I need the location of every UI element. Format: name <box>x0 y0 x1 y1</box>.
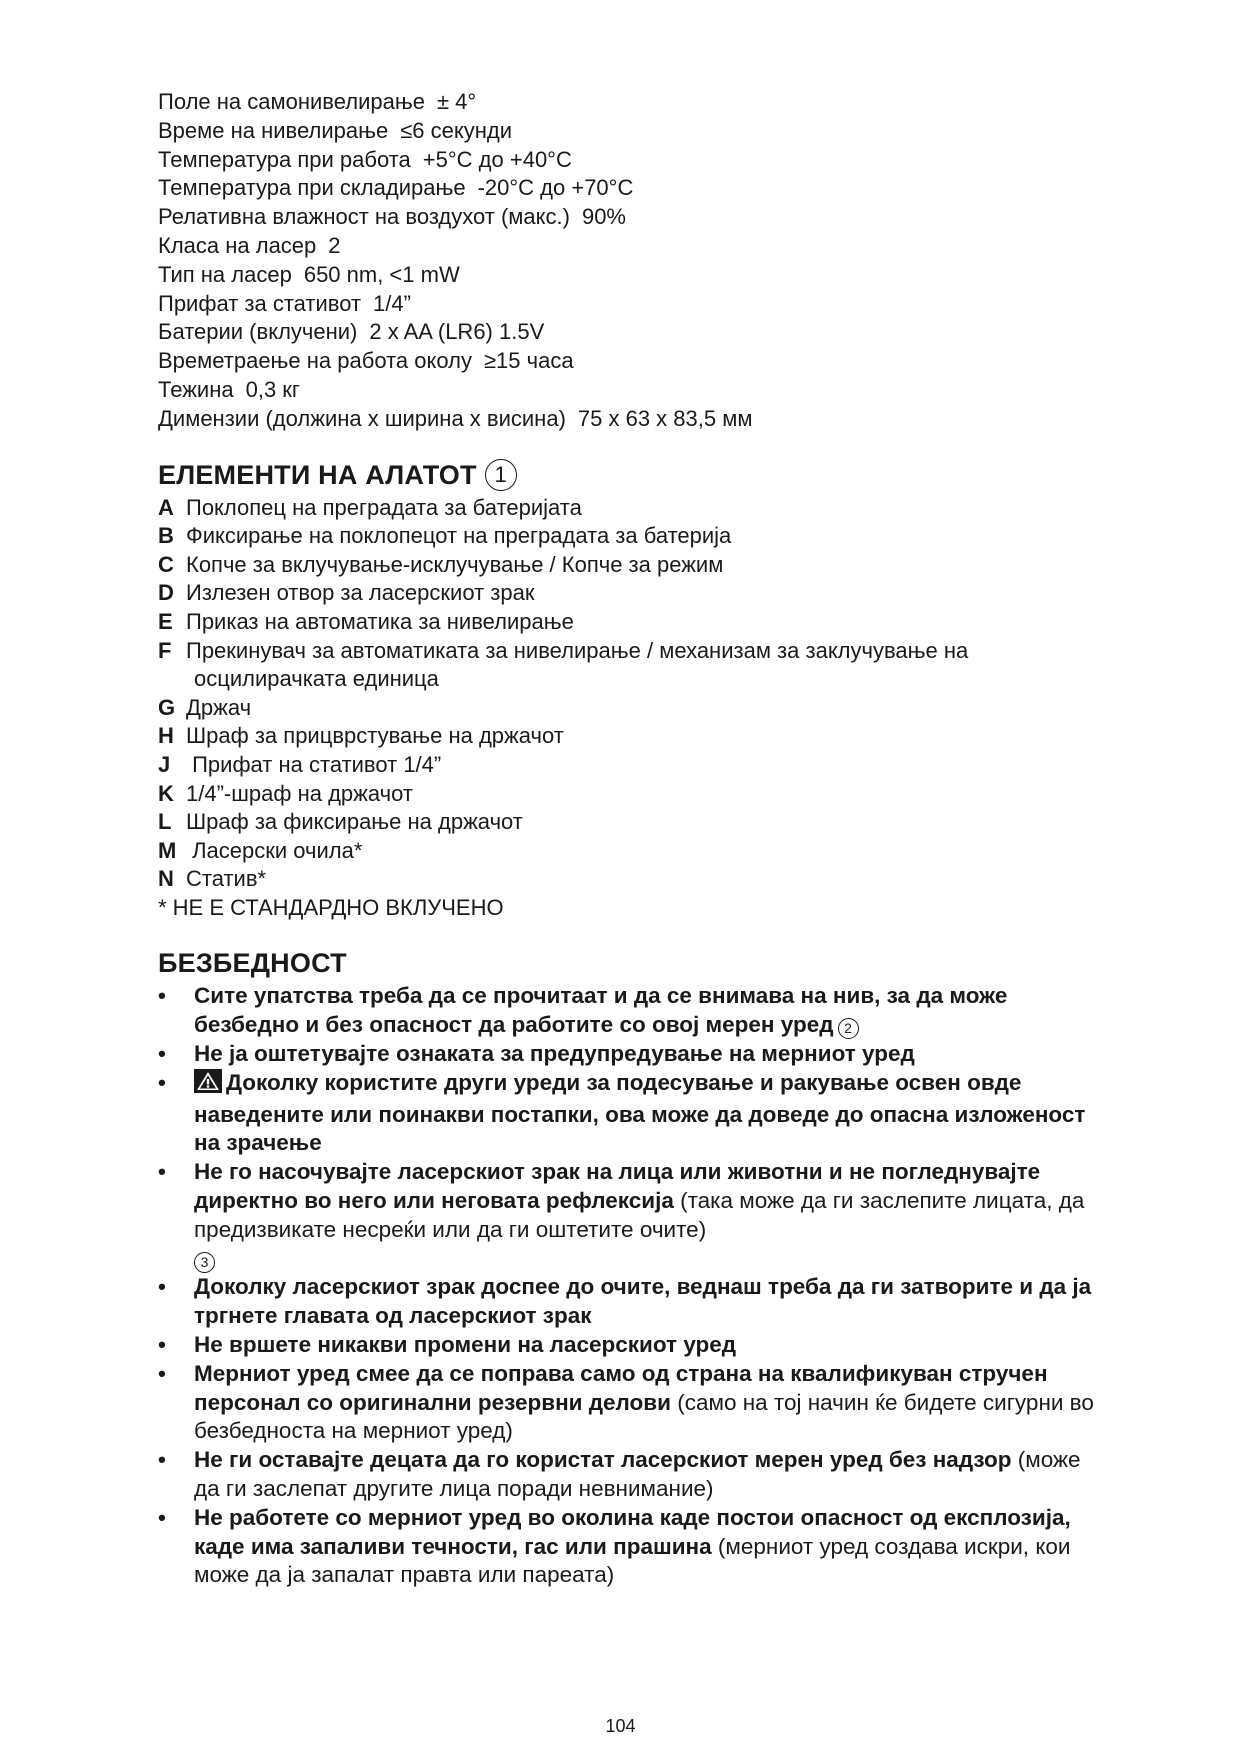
spec-value: ≤6 секунди <box>400 117 513 143</box>
spec-row <box>158 347 1098 376</box>
safety-item <box>158 1446 1098 1504</box>
elements-heading-text: ЕЛЕМЕНТИ НА АЛАТОТ <box>158 459 477 490</box>
spec-label: Димензии (должина x ширина x висина) <box>158 405 566 431</box>
safety-item <box>158 1360 1098 1446</box>
list-item <box>158 865 1098 894</box>
bullet: • <box>158 1159 166 1185</box>
item-text: Поклопец на преградата за батеријата <box>186 494 582 520</box>
safety-item <box>158 1158 1098 1273</box>
figure-ref-3: 3 <box>194 1252 215 1273</box>
item-text: Ласерски очила* <box>186 837 363 863</box>
safety-bold-text: Не ги оставајте децата да го користат ласерскиот мерен уред без надзор <box>194 1447 1012 1473</box>
item-text: Прекинувач за автоматиката за нивелирање / механизам за заклучување на <box>186 637 969 663</box>
item-letter: D <box>158 580 174 606</box>
safety-bold-text: Не ја оштетувајте ознаката за предупредување на мерниот уред <box>194 1041 915 1067</box>
item-text: Држач <box>186 694 252 720</box>
item-letter: J <box>158 751 171 777</box>
safety-item <box>158 1069 1098 1158</box>
item-letter: G <box>158 694 176 720</box>
safety-normal-text: (може да ги заслепат другите лица поради невнимание) <box>194 1447 1081 1502</box>
page-content <box>158 88 1098 1590</box>
safety-bold-text: Доколку користите други уреди за подесување и ракување освен овде наведените или поинакви постапки, ова може да доведе до опасна изложеност на зрачење <box>194 1069 1086 1156</box>
list-item <box>158 808 1098 837</box>
item-text: 1/4”-шраф на држачот <box>186 780 413 806</box>
bullet: • <box>158 1332 166 1358</box>
safety-normal-text: (само на тој начин ќе бидете сигурни во безбедноста на мерниот уред) <box>194 1389 1094 1444</box>
spec-row <box>158 261 1098 290</box>
spec-value: -20°C до +70°C <box>477 175 634 201</box>
bullet: • <box>158 1069 166 1095</box>
safety-item <box>158 1273 1098 1331</box>
bullet: • <box>158 1360 166 1386</box>
laser-warning-icon <box>194 1069 222 1101</box>
spec-row <box>158 290 1098 319</box>
item-text: Приказ на автоматика за нивелирање <box>186 608 574 634</box>
item-letter: A <box>158 494 174 520</box>
safety-bold-text: Не го насочувајте ласерскиот зрак на лица или животни и не погледнувајте директно во него или неговата рефлексија <box>194 1159 1041 1214</box>
spec-row <box>158 203 1098 232</box>
list-item <box>158 579 1098 608</box>
list-item <box>158 494 1098 523</box>
list-item <box>158 608 1098 637</box>
safety-heading: БЕЗБЕДНОСТ <box>158 948 347 979</box>
spec-row <box>158 174 1098 203</box>
item-text: Фиксирање на поклопецот на преградата за батерија <box>186 523 732 549</box>
spec-value: 2 x AA (LR6) 1.5V <box>369 319 545 345</box>
spec-label: Тип на ласер <box>158 261 292 287</box>
spec-value: 0,3 кг <box>245 376 300 402</box>
bullet: • <box>158 1447 166 1473</box>
spec-label: Батерии (вклучени) <box>158 319 358 345</box>
spec-value: +5°C до +40°C <box>422 146 572 172</box>
item-text: Шраф за фиксирање на држачот <box>186 809 523 835</box>
item-text: Статив* <box>186 866 267 892</box>
spec-value: ± 4° <box>436 89 477 114</box>
spec-label: Температура при работа <box>158 146 411 172</box>
spec-label: Температура при складирање <box>158 175 466 201</box>
safety-list <box>158 982 1098 1590</box>
bullet: • <box>158 1504 166 1530</box>
spec-row <box>158 88 1098 117</box>
bullet: • <box>158 983 166 1009</box>
spec-value: 75 x 63 x 83,5 мм <box>577 405 753 431</box>
list-item <box>158 837 1098 866</box>
spec-value: 650 nm, <1 mW <box>303 261 460 287</box>
item-letter: B <box>158 523 174 549</box>
list-item <box>158 551 1098 580</box>
page-number: 104 <box>605 1716 636 1736</box>
item-text: Шраф за прицврстување на држачот <box>186 723 564 749</box>
spec-label: Релативна влажност на воздухот (макс.) <box>158 204 570 230</box>
bullet: • <box>158 1041 166 1067</box>
safety-item <box>158 1040 1098 1069</box>
item-letter: F <box>158 637 172 663</box>
item-letter: C <box>158 551 174 577</box>
safety-bold-text: Не вршете никакви промени на ласерскиот уред <box>194 1332 737 1358</box>
bullet: • <box>158 1274 166 1300</box>
figure-ref-2: 2 <box>838 1018 859 1039</box>
spec-row <box>158 376 1098 405</box>
item-letter: M <box>158 837 177 863</box>
item-letter: N <box>158 866 174 892</box>
safety-item <box>158 1504 1098 1590</box>
safety-item <box>158 1331 1098 1360</box>
safety-normal-text: (така може да ги заслепите лицата, да предизвикате несреќи или да ги оштетите очите) <box>194 1188 1085 1242</box>
safety-bold-text: Не работете со мерниот уред во околина каде постои опасност од експлозија, каде има запаливи течности, гас или прашина <box>194 1504 1071 1559</box>
list-item <box>158 694 1098 723</box>
list-item <box>158 780 1098 809</box>
figure-ref-1: 1 <box>485 459 517 491</box>
item-text: Копче за вклучување-исклучување / Копче за режим <box>186 551 724 577</box>
spec-label: Прифат за стативот <box>158 290 362 316</box>
spec-row <box>158 405 1098 434</box>
safety-normal-text: (мерниот уред создава искри, кои може да ја запалат правта или пареата) <box>194 1533 1071 1588</box>
spec-label: Времетраење на работа околу <box>158 348 472 374</box>
spec-value: 2 <box>328 232 341 258</box>
safety-bold-text: Доколку ласерскиот зрак доспее до очите, веднаш треба да ги затворите и да ја тргнете главата од ласерскиот зрак <box>194 1274 1092 1329</box>
specifications-list <box>158 88 1098 434</box>
spec-row <box>158 318 1098 347</box>
spec-label: Време на нивелирање <box>158 117 389 143</box>
not-included-note: * НЕ Е СТАНДАРДНО ВКЛУЧЕНО <box>158 894 504 920</box>
item-letter: K <box>158 780 174 806</box>
list-item <box>158 637 1098 694</box>
elements-heading <box>158 458 1098 492</box>
spec-value: 90% <box>581 204 626 230</box>
item-letter: L <box>158 809 172 835</box>
spec-row <box>158 146 1098 175</box>
list-item <box>158 722 1098 751</box>
item-text: Излезен отвор за ласерскиот зрак <box>186 580 535 606</box>
list-item <box>158 751 1098 780</box>
spec-value: 1/4” <box>373 290 411 316</box>
safety-bold-text: Мерниот уред смее да се поправа само од страна на квалификуван стручен персонал со оригинални резервни делови <box>194 1360 1048 1415</box>
safety-item <box>158 982 1098 1040</box>
safety-bold-text: Сите упатства треба да се прочитаат и да се внимава на нив, за да може безбедно и без опасност да работите со овој мерен уред <box>194 983 1008 1038</box>
item-letter: H <box>158 723 174 749</box>
item-text-continued: осцилирачката единица <box>194 666 439 692</box>
list-item <box>158 522 1098 551</box>
tool-elements-list <box>158 494 1098 894</box>
spec-value: ≥15 часа <box>483 348 574 374</box>
spec-label: Тежина <box>158 376 234 402</box>
spec-label: Класа на ласер <box>158 232 317 258</box>
item-text: Прифат на стативот 1/4” <box>186 751 442 777</box>
spec-row <box>158 232 1098 261</box>
spec-row <box>158 117 1098 146</box>
spec-label: Поле на самонивелирање <box>158 89 425 114</box>
item-letter: E <box>158 608 173 634</box>
